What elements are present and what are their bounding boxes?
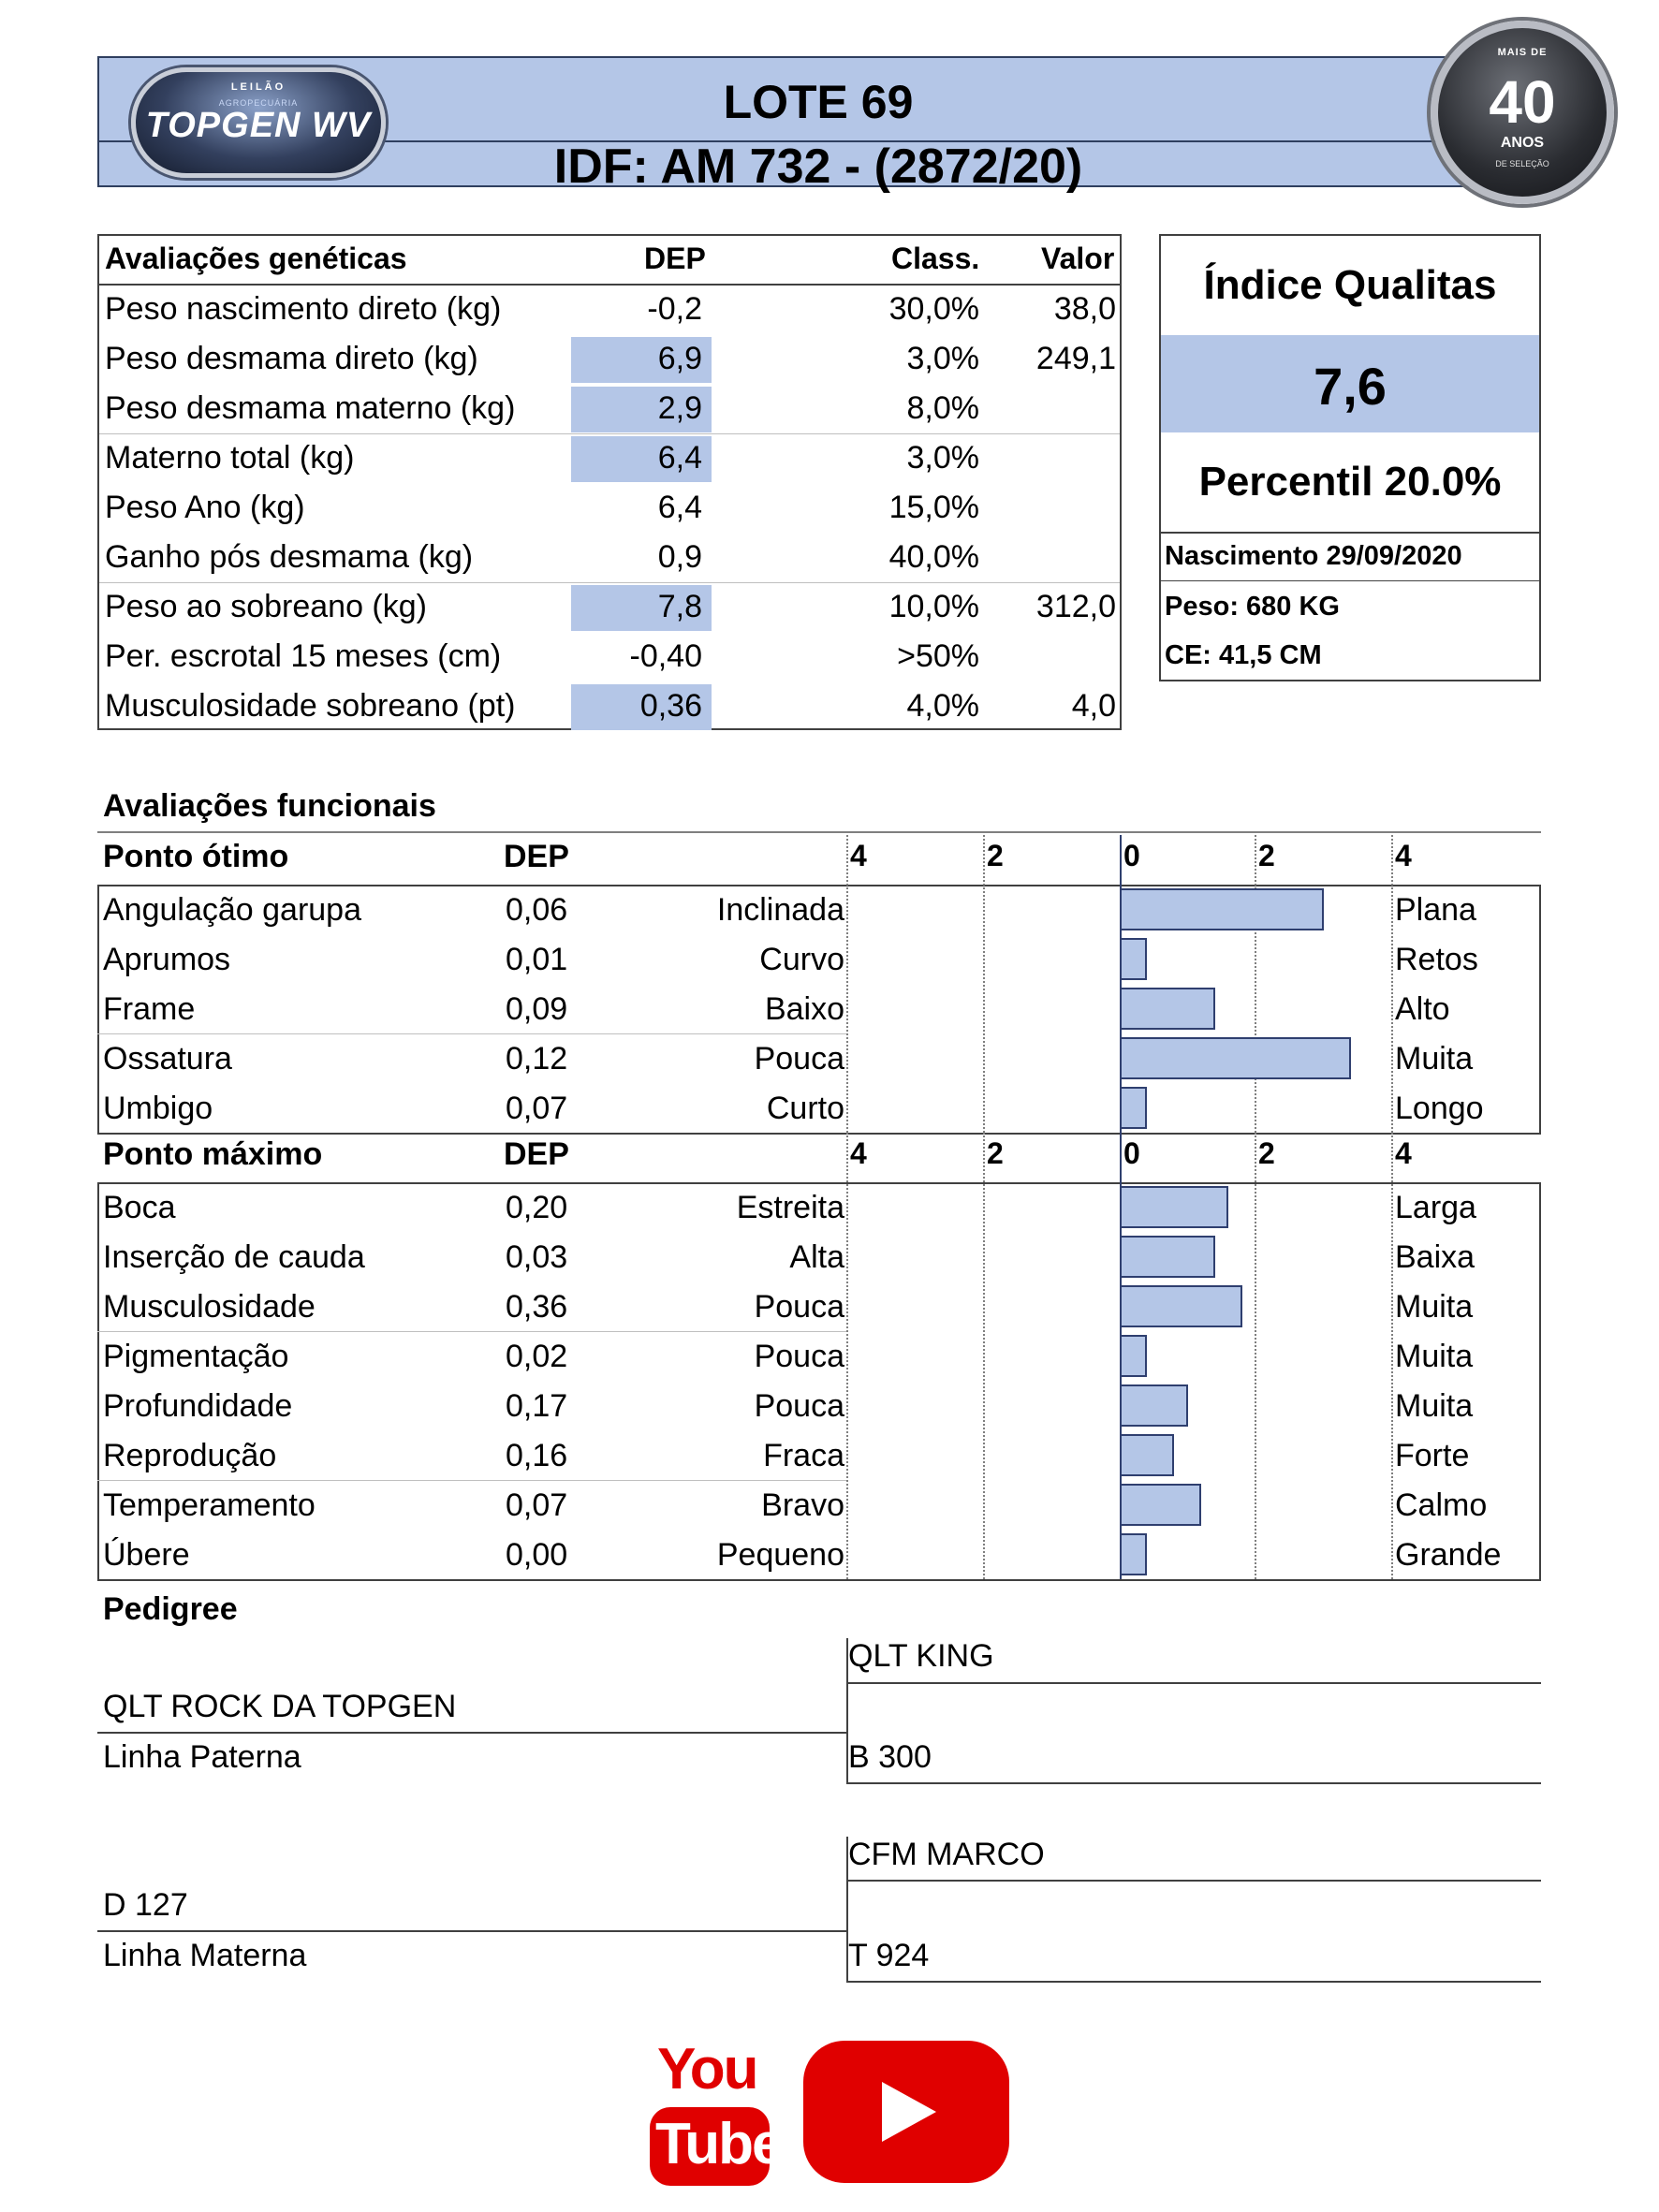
genetic-row-valor: 312,0: [1035, 589, 1116, 624]
functional-row-name: Umbigo: [103, 1091, 213, 1126]
functional-row-dep: 0,07: [506, 1487, 568, 1523]
functional-bar: [1120, 1533, 1147, 1575]
youtube-play-button[interactable]: [803, 2041, 1009, 2183]
functional-row-right-label: Forte: [1395, 1438, 1470, 1473]
genetic-row-class: 40,0%: [888, 539, 979, 575]
axis-tick-label: 2: [1258, 1136, 1275, 1170]
functional-row-right-label: Muita: [1395, 1041, 1474, 1077]
weight-info: Peso: 680 KG: [1165, 592, 1340, 622]
functional-row-name: Reprodução: [103, 1438, 277, 1473]
genetic-row-dep: 6,4: [657, 490, 702, 525]
qualitas-value: 7,6: [1314, 357, 1387, 416]
genetic-header-class: Class.: [891, 242, 980, 275]
functional-row-name: Boca: [103, 1190, 176, 1225]
functional-row-dep: 0,20: [506, 1190, 568, 1225]
axis-tick-label: 0: [1123, 1136, 1140, 1170]
functional-row-left-label: Inclinada: [716, 892, 844, 928]
axis-gridline: [846, 835, 848, 1133]
genetic-row-name: Materno total (kg): [105, 440, 355, 476]
axis-gridline: [983, 1133, 985, 1579]
functional-row-left-label: Estreita: [736, 1190, 844, 1225]
paternal-label: Linha Paterna: [103, 1739, 301, 1775]
functional-row-name: Temperamento: [103, 1487, 316, 1523]
genetic-row-dep: 6,9: [657, 341, 702, 376]
axis-tick-label: 4: [850, 1136, 867, 1170]
functional-row-dep: 0,17: [506, 1388, 568, 1424]
pedigree-title: Pedigree: [103, 1591, 238, 1627]
functional-row-left-label: Pouca: [754, 1339, 844, 1374]
functional-row-name: Ossatura: [103, 1041, 232, 1077]
genetic-row-valor: 249,1: [1035, 341, 1116, 376]
genetic-row-class: 30,0%: [888, 291, 979, 327]
genetic-row-valor: 4,0: [1071, 688, 1116, 724]
functional-row-right-label: Baixa: [1395, 1239, 1475, 1275]
functional-title: Avaliações funcionais: [103, 788, 436, 824]
genetic-row-valor: 38,0: [1053, 291, 1116, 327]
genetic-row-name: Peso ao sobreano (kg): [105, 589, 427, 624]
functional-section-header: Ponto máximo: [103, 1136, 323, 1172]
functional-row-right-label: Grande: [1395, 1537, 1502, 1573]
logo-agro-text: AGROPECUÁRIA: [218, 98, 299, 108]
functional-row-right-label: Retos: [1395, 942, 1478, 977]
sire-sire-name: QLT KING: [848, 1638, 994, 1674]
genetic-row-name: Peso desmama direto (kg): [105, 341, 478, 376]
genetic-row-class: >50%: [897, 638, 979, 674]
functional-row-right-label: Calmo: [1395, 1487, 1488, 1523]
axis-gridline: [1255, 1133, 1256, 1579]
genetic-row-dep: 6,4: [657, 440, 702, 476]
qualitas-percentil: Percentil 20.0%: [1198, 459, 1502, 505]
genetic-row-dep: -0,2: [647, 291, 702, 327]
dam-sire-line: [846, 1880, 1541, 1882]
logo-leilao-text: LEILÃO: [230, 81, 286, 93]
functional-row-name: Profundidade: [103, 1388, 293, 1424]
functional-row-dep: 0,03: [506, 1239, 568, 1275]
axis-gridline: [846, 1133, 848, 1579]
sire-name: QLT ROCK DA TOPGEN: [103, 1689, 457, 1724]
axis-tick-label: 2: [987, 839, 1004, 872]
genetic-row-name: Per. escrotal 15 meses (cm): [105, 638, 502, 674]
functional-row-name: Úbere: [103, 1537, 190, 1573]
genetic-header-dep: DEP: [644, 242, 706, 275]
play-icon: [882, 2082, 936, 2142]
functional-bar: [1120, 1434, 1174, 1476]
qualitas-title: Índice Qualitas: [1203, 262, 1497, 308]
functional-row-dep: 0,01: [506, 942, 568, 977]
functional-row-left-label: Alta: [789, 1239, 844, 1275]
functional-row-dep: 0,02: [506, 1339, 568, 1374]
dam-name: D 127: [103, 1887, 188, 1923]
functional-row-dep: 0,07: [506, 1091, 568, 1126]
functional-row-dep: 0,12: [506, 1041, 568, 1077]
axis-gridline: [1391, 835, 1393, 1133]
functional-bar: [1120, 1186, 1228, 1228]
functional-row-left-label: Pouca: [754, 1041, 844, 1077]
functional-bar: [1120, 988, 1215, 1030]
functional-dep-header: DEP: [504, 839, 569, 874]
genetic-row-dep: -0,40: [629, 638, 702, 674]
functional-row-left-label: Pouca: [754, 1289, 844, 1325]
genetic-row-name: Peso Ano (kg): [105, 490, 305, 525]
axis-tick-label: 4: [850, 839, 867, 872]
functional-bar: [1120, 1236, 1215, 1278]
genetic-row-dep: 2,9: [657, 390, 702, 426]
sire-dam-name: B 300: [848, 1739, 932, 1775]
functional-row-right-label: Muita: [1395, 1388, 1474, 1424]
functional-row-name: Inserção de cauda: [103, 1239, 365, 1275]
functional-row-left-label: Bravo: [761, 1487, 844, 1523]
youtube-logo-link[interactable]: [650, 2036, 783, 2186]
sire-line: [97, 1732, 846, 1734]
logo-brand-text: TOPGEN WV: [145, 106, 372, 145]
functional-row-left-label: Curvo: [759, 942, 844, 977]
functional-bar: [1120, 1087, 1147, 1129]
genetic-header-name: Avaliações genéticas: [105, 242, 407, 275]
genetic-row-name: Musculosidade sobreano (pt): [105, 688, 516, 724]
lot-title: LOTE 69: [723, 76, 914, 128]
functional-bar: [1120, 888, 1324, 930]
genetic-row-dep: 0,36: [639, 688, 702, 724]
axis-tick-label: 2: [987, 1136, 1004, 1170]
axis-tick-label: 4: [1395, 839, 1412, 872]
functional-row-dep: 0,16: [506, 1438, 568, 1473]
axis-tick-label: 4: [1395, 1136, 1412, 1170]
badge-bottom-text: DE SELEÇÃO: [1495, 159, 1549, 168]
functional-bar: [1120, 938, 1147, 980]
functional-row-name: Angulação garupa: [103, 892, 362, 928]
axis-gridline: [983, 835, 985, 1133]
functional-row-dep: 0,00: [506, 1537, 568, 1573]
genetic-row-class: 15,0%: [888, 490, 979, 525]
genetic-row-class: 8,0%: [906, 390, 979, 426]
functional-row-left-label: Curto: [766, 1091, 844, 1126]
lot-idf: IDF: AM 732 - (2872/20): [553, 139, 1083, 194]
functional-row-right-label: Larga: [1395, 1190, 1476, 1225]
genetic-header-valor: Valor: [1041, 242, 1115, 275]
functional-row-name: Pigmentação: [103, 1339, 289, 1374]
badge-anos-text: ANOS: [1500, 135, 1545, 151]
functional-bar: [1120, 1384, 1188, 1427]
functional-row-dep: 0,36: [506, 1289, 568, 1325]
sire-dam-line: [846, 1782, 1541, 1784]
functional-row-dep: 0,06: [506, 892, 568, 928]
genetic-row-class: 3,0%: [906, 440, 979, 476]
birth-date: Nascimento 29/09/2020: [1165, 541, 1462, 571]
youtube-you-text: You: [657, 2037, 757, 2102]
genetic-row-dep: 7,8: [657, 589, 702, 624]
functional-row-right-label: Plana: [1395, 892, 1476, 928]
functional-row-right-label: Muita: [1395, 1289, 1474, 1325]
genetic-row-class: 4,0%: [906, 688, 979, 724]
badge-top-text: MAIS DE: [1497, 47, 1548, 58]
dam-line: [97, 1930, 846, 1932]
axis-tick-label: 0: [1123, 839, 1140, 872]
functional-bar: [1120, 1335, 1147, 1377]
functional-row-left-label: Fraca: [763, 1438, 844, 1473]
functional-row-right-label: Longo: [1395, 1091, 1484, 1126]
badge-number: 40: [1489, 68, 1556, 136]
functional-row-left-label: Pouca: [754, 1388, 844, 1424]
genetic-row-class: 3,0%: [906, 341, 979, 376]
sire-sire-line: [846, 1682, 1541, 1684]
functional-bar: [1120, 1484, 1201, 1526]
functional-row-name: Aprumos: [103, 942, 231, 977]
row-divider: [97, 1480, 846, 1481]
axis-tick-label: 2: [1258, 839, 1275, 872]
functional-row-right-label: Muita: [1395, 1339, 1474, 1374]
row-divider: [97, 1331, 846, 1332]
genetic-row-name: Peso desmama materno (kg): [105, 390, 516, 426]
functional-row-left-label: Baixo: [764, 991, 844, 1027]
maternal-label: Linha Materna: [103, 1938, 307, 1973]
axis-gridline: [1391, 1133, 1393, 1579]
dam-dam-line: [846, 1981, 1541, 1983]
genetic-row-dep: 0,9: [657, 539, 702, 575]
dam-sire-name: CFM MARCO: [848, 1837, 1045, 1872]
genetic-row-name: Ganho pós desmama (kg): [105, 539, 474, 575]
functional-row-dep: 0,09: [506, 991, 568, 1027]
dam-dam-name: T 924: [848, 1938, 930, 1973]
genetic-row-name: Peso nascimento direto (kg): [105, 291, 502, 327]
row-divider: [97, 1033, 846, 1034]
functional-bar: [1120, 1037, 1351, 1079]
functional-row-left-label: Pequeno: [716, 1537, 844, 1573]
youtube-tube-text: Tube: [655, 2112, 783, 2176]
genetic-row-class: 10,0%: [888, 589, 979, 624]
functional-row-name: Musculosidade: [103, 1289, 316, 1325]
ce-info: CE: 41,5 CM: [1165, 640, 1322, 670]
functional-dep-header: DEP: [504, 1136, 569, 1172]
functional-section-header: Ponto ótimo: [103, 839, 289, 874]
axis-gridline: [1255, 835, 1256, 1133]
functional-row-name: Frame: [103, 991, 196, 1027]
functional-bar: [1120, 1285, 1242, 1327]
youtube-tube-box: [650, 2107, 783, 2186]
functional-row-right-label: Alto: [1395, 991, 1450, 1027]
